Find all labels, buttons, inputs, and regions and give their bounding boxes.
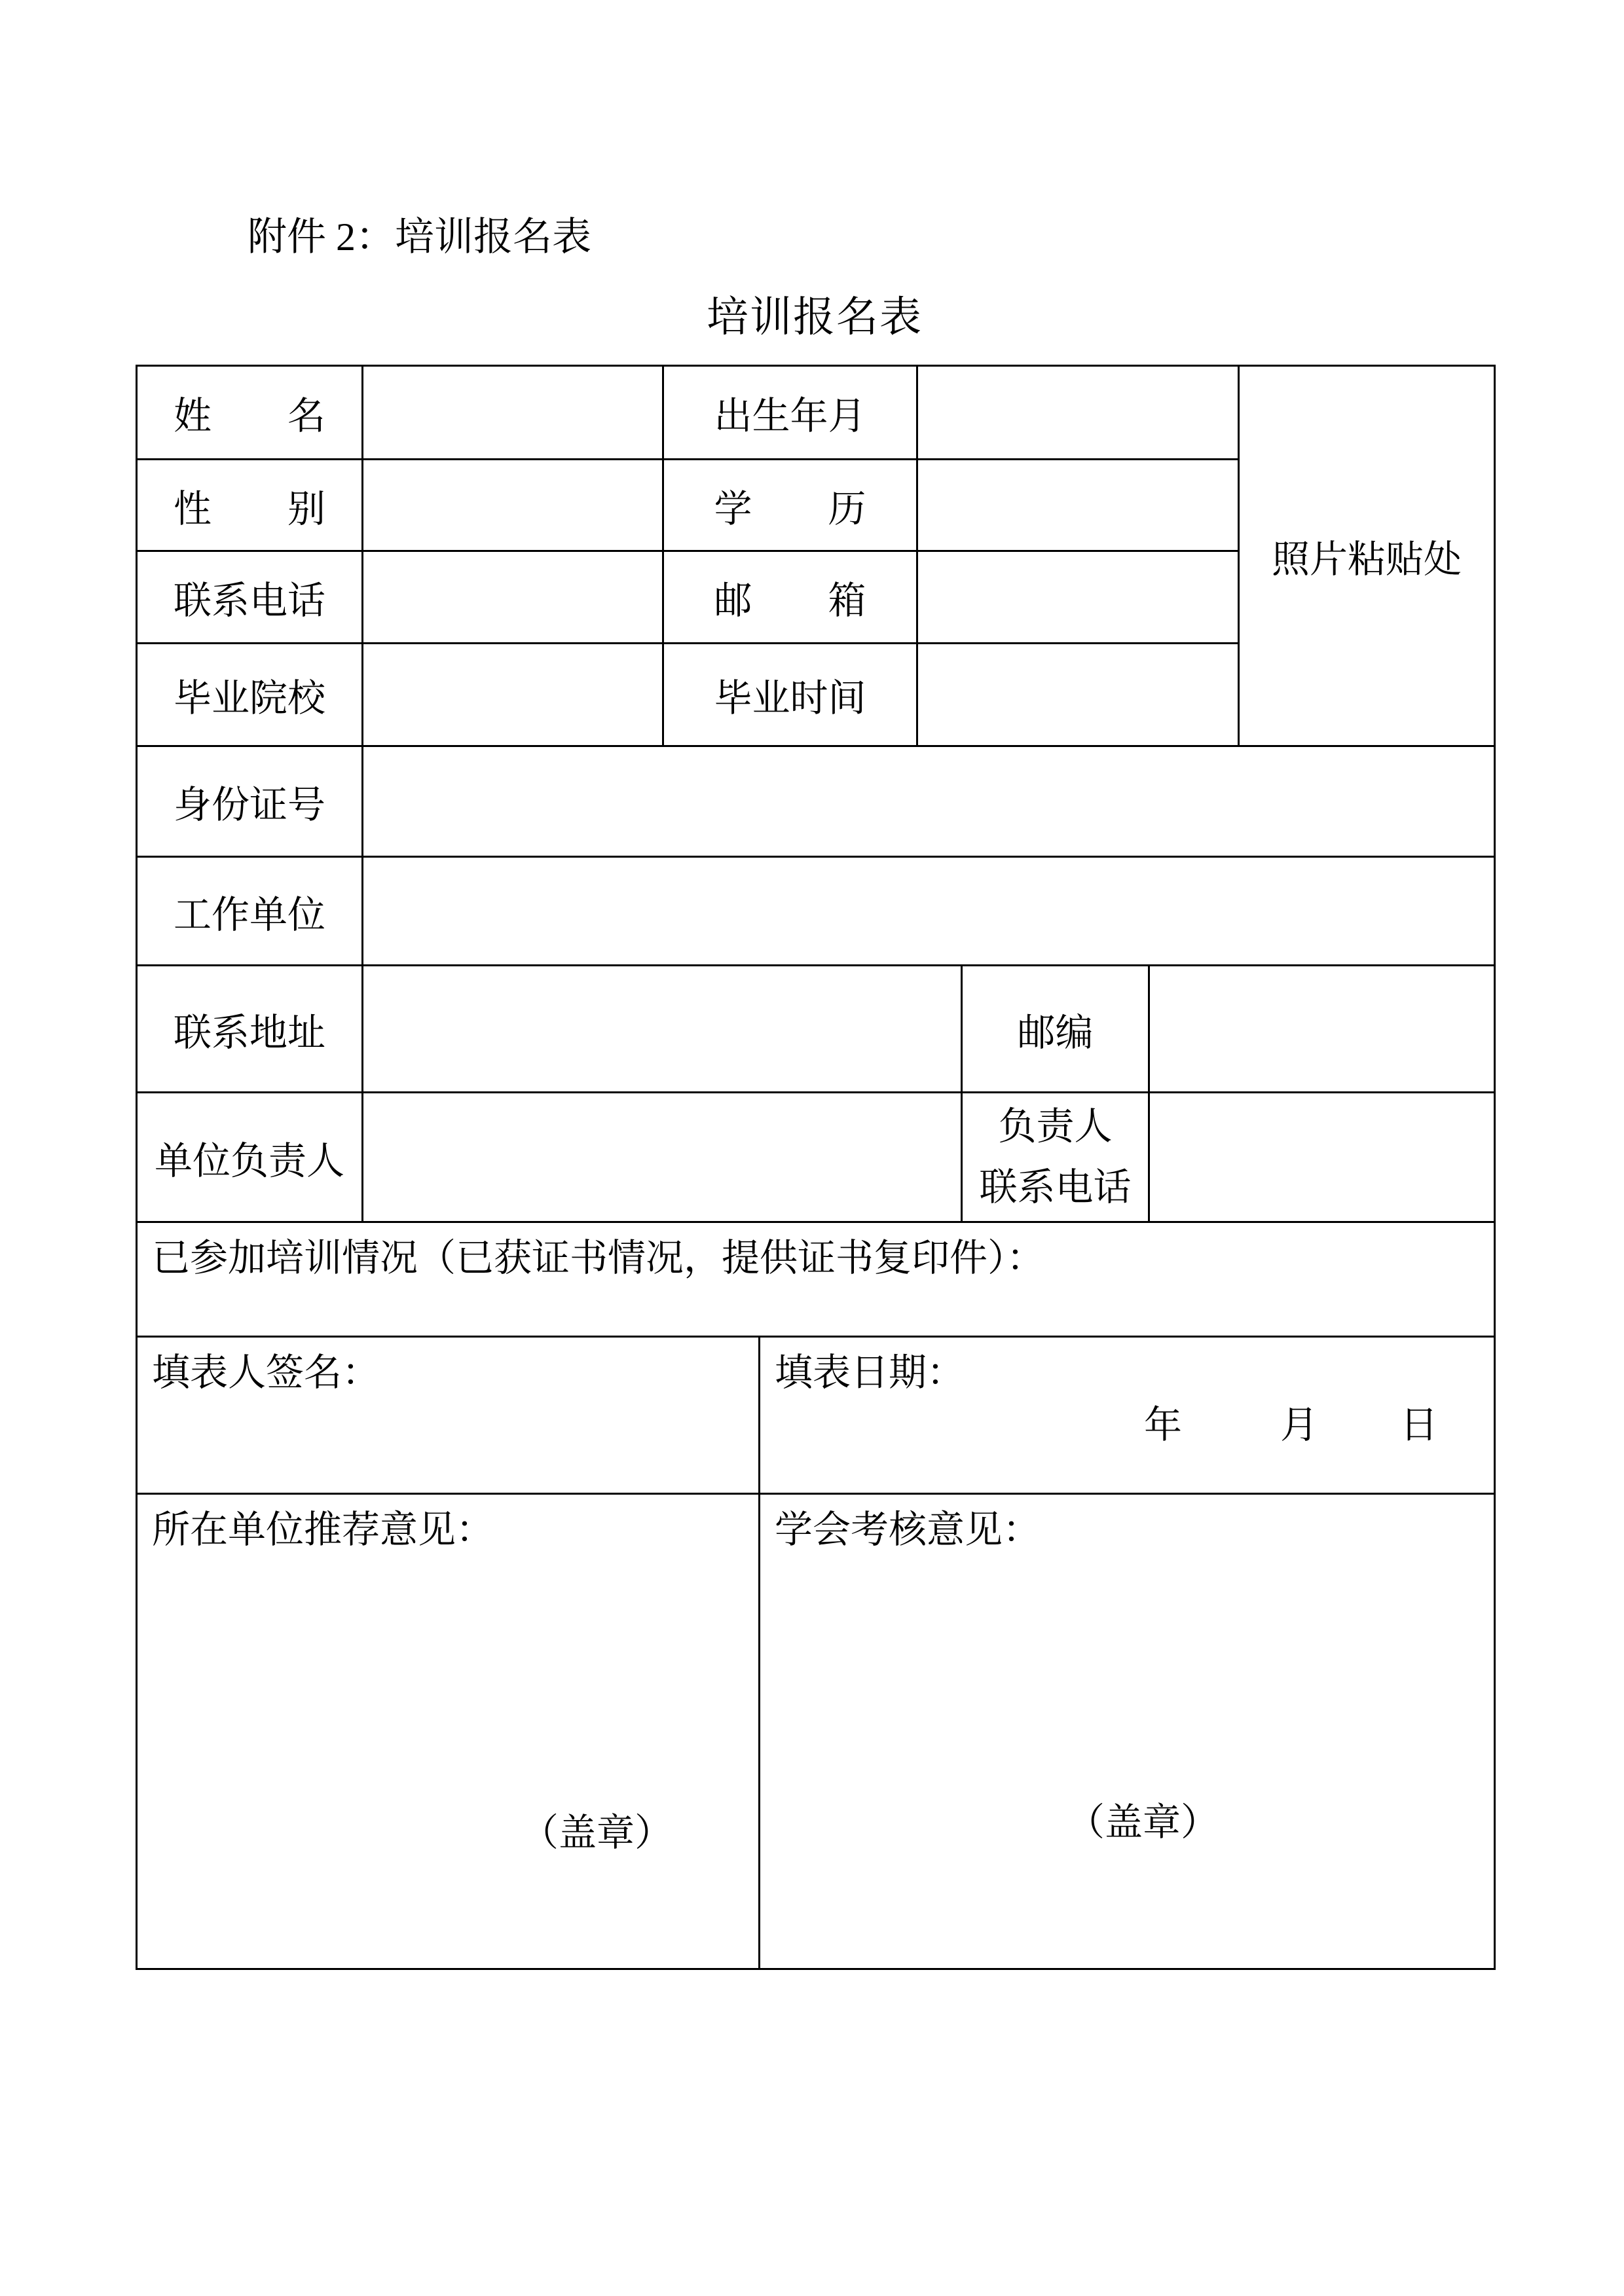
graduation-time-value-cell	[918, 644, 1240, 747]
graduation-time-label: 毕业时间	[714, 677, 866, 720]
graduation-time-label-cell	[664, 644, 918, 747]
birth-date-label: 出生年月	[714, 395, 866, 437]
work-unit-label: 工作单位	[173, 893, 325, 936]
unit-head-label: 单位负责人	[154, 1139, 344, 1182]
unit-head-value-cell	[363, 1093, 963, 1223]
graduate-school-value-cell	[363, 644, 664, 747]
phone-label-cell	[138, 552, 363, 644]
work-unit-value-cell	[363, 858, 1496, 966]
contact-address-label: 联系地址	[173, 1011, 325, 1054]
gender-label: 性 别	[173, 487, 325, 530]
unit-head-phone-label-cell	[963, 1093, 1150, 1223]
form-title: 培训报名表	[707, 294, 923, 340]
postal-code-label: 邮编	[1017, 1011, 1094, 1054]
unit-head-phone-value-cell	[1150, 1093, 1496, 1223]
birth-date-label-cell	[664, 367, 918, 460]
registration-form-table	[136, 365, 1496, 1970]
gender-value-cell	[363, 460, 664, 552]
fill-date-label: 填表日期：	[775, 1351, 965, 1394]
fill-date-cell	[760, 1338, 1496, 1495]
filler-signature-cell	[138, 1338, 760, 1495]
education-label: 学 历	[714, 487, 866, 530]
email-value-cell	[918, 552, 1240, 644]
education-value-cell	[918, 460, 1240, 552]
society-assessment-label: 学会考核意见：	[775, 1508, 1041, 1551]
unit-head-phone-label-line2: 联系电话	[979, 1165, 1132, 1209]
name-value-cell	[363, 367, 664, 460]
postal-code-label-cell	[963, 966, 1150, 1093]
society-seal-label: （盖章）	[1067, 1801, 1219, 1844]
graduate-school-label: 毕业院校	[173, 677, 325, 720]
training-history-cell	[138, 1223, 1496, 1338]
id-number-label-cell	[138, 747, 363, 858]
education-label-cell	[664, 460, 918, 552]
phone-value-cell	[363, 552, 664, 644]
photo-area-label: 照片粘贴处	[1271, 538, 1462, 581]
gender-label-cell	[138, 460, 363, 552]
contact-address-value-cell	[363, 966, 963, 1093]
name-label: 姓 名	[173, 395, 325, 437]
name-label-cell	[138, 367, 363, 460]
id-number-label: 身份证号	[173, 784, 325, 826]
phone-label: 联系电话	[173, 579, 325, 622]
year-month-day-line	[1144, 1400, 1438, 1451]
year-label: 年	[1143, 1404, 1182, 1446]
unit-head-label-cell	[138, 1093, 363, 1223]
day-label: 日	[1399, 1404, 1438, 1446]
email-label-cell	[664, 552, 918, 644]
postal-code-value-cell	[1150, 966, 1496, 1093]
unit-recommendation-label: 所在单位推荐意见：	[152, 1508, 494, 1551]
birth-date-value-cell	[918, 367, 1240, 460]
work-unit-label-cell	[138, 858, 363, 966]
unit-recommendation-cell	[138, 1495, 760, 1970]
email-label: 邮 箱	[714, 579, 866, 622]
attachment-header: 附件 2：培训报名表	[248, 215, 591, 259]
unit-seal-label: （盖章）	[521, 1812, 673, 1854]
graduate-school-label-cell	[138, 644, 363, 747]
month-label: 月	[1280, 1404, 1318, 1446]
id-number-value-cell	[363, 747, 1496, 858]
unit-head-phone-label-line1: 负责人	[998, 1104, 1113, 1148]
contact-address-label-cell	[138, 966, 363, 1093]
photo-area-cell	[1240, 367, 1496, 747]
society-assessment-cell	[760, 1495, 1496, 1970]
training-history-label: 已参加培训情况（已获证书情况，提供证书复印件）：	[152, 1237, 1045, 1279]
filler-signature-label: 填表人签名：	[152, 1351, 380, 1394]
